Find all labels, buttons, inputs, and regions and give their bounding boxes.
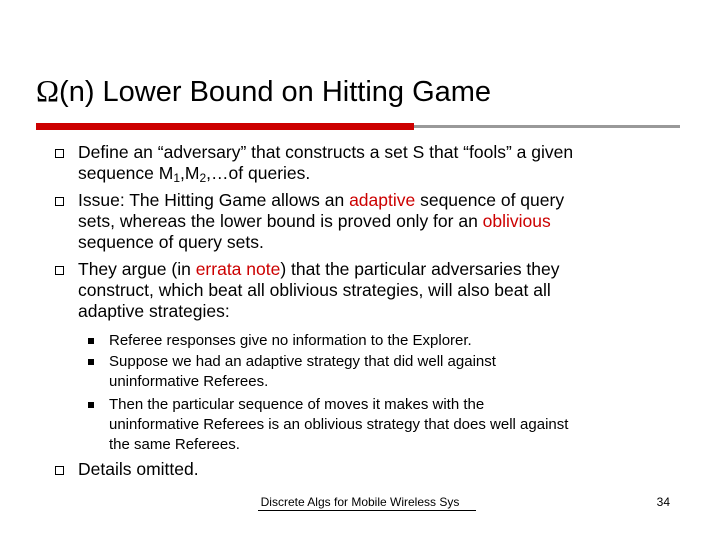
subbullet-3-line-1: Then the particular sequence of moves it makes with the <box>109 396 485 413</box>
bullet-4-line-1: Details omitted. <box>78 459 199 479</box>
footer-underline <box>258 510 476 511</box>
subbullet-2-line-2: uninformative Referees. <box>109 373 269 390</box>
bullet-2-line-2: sets, whereas the lower bound is proved only for an oblivious <box>78 211 551 231</box>
hollow-square-bullet-icon <box>55 149 64 158</box>
slide-title <box>36 74 491 109</box>
title-divider-gray-segment <box>414 125 680 128</box>
filled-square-bullet-icon <box>88 359 94 365</box>
hollow-square-bullet-icon <box>55 197 64 206</box>
term-oblivious: oblivious <box>482 211 551 231</box>
subbullet-2-line-1: Suppose we had an adaptive strategy that did well against <box>109 353 496 370</box>
bullet-2-line-3: sequence of query sets. <box>78 232 264 252</box>
bullet-3-line-3: adaptive strategies: <box>78 301 230 321</box>
term-adaptive: adaptive <box>349 190 416 210</box>
hollow-square-bullet-icon <box>55 266 64 275</box>
slide-title-text: (n) Lower Bound on Hitting Game <box>59 76 492 108</box>
omega-symbol: Ω <box>36 73 60 108</box>
filled-square-bullet-icon <box>88 402 94 408</box>
filled-square-bullet-icon <box>88 338 94 344</box>
bullet-3-line-2: construct, which beat all oblivious strategies, will also beat all <box>78 280 551 300</box>
errata-note-link[interactable]: errata note <box>195 259 281 279</box>
subbullet-3-line-2: uninformative Referees is an oblivious strategy that does well against <box>109 416 569 433</box>
bullet-2-line-1: Issue: The Hitting Game allows an adaptive sequence of query <box>78 190 565 210</box>
title-divider-red-segment <box>36 123 414 130</box>
page-number: 34 <box>656 495 670 509</box>
hollow-square-bullet-icon <box>55 466 64 475</box>
bullet-1-line-1: Define an “adversary” that constructs a set S that “fools” a given <box>78 142 574 162</box>
title-divider <box>36 123 680 130</box>
subbullet-1-line-1: Referee responses give no information to the Explorer. <box>109 332 472 349</box>
subbullet-3-line-3: the same Referees. <box>109 436 240 453</box>
bullet-3-line-1: They argue (in errata note) that the particular adversaries they <box>78 259 560 279</box>
bullet-1-line-2: sequence $M_1,M_2,\dots of$ queries. <box>78 163 311 185</box>
footer-text: Discrete Algs for Mobile Wireless Sys <box>260 495 460 509</box>
